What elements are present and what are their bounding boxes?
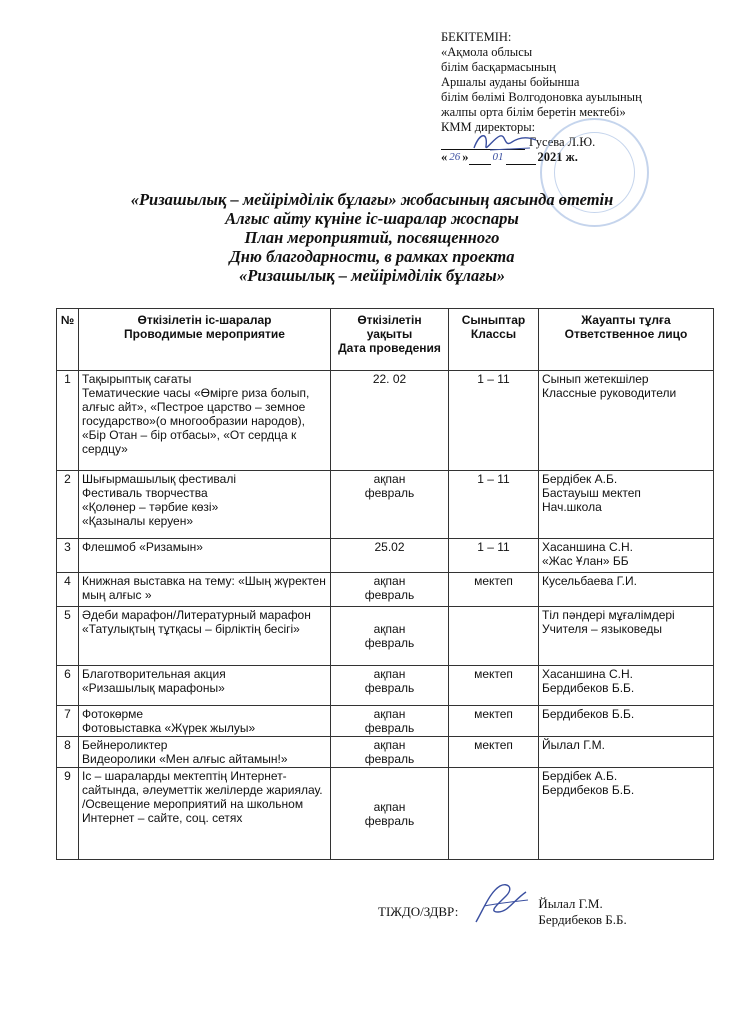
row-event: Книжная выставка на тему: «Шың жүректен мың алғыс » bbox=[79, 573, 331, 607]
date-month: 01 bbox=[492, 151, 504, 163]
row-responsible: Бердібек А.Б. Бердибеков Б.Б. bbox=[539, 768, 714, 860]
table-row bbox=[57, 768, 714, 860]
date-day: 26 bbox=[449, 151, 461, 163]
row-date: ақпан февраль bbox=[331, 706, 449, 737]
row-num: 8 bbox=[57, 737, 79, 768]
header-responsible: Жауапты тұлға Ответственное лицо bbox=[539, 309, 714, 371]
approval-line-6: КММ директоры: bbox=[441, 120, 536, 134]
document-title bbox=[40, 190, 704, 285]
row-event: Тақырыптық сағаты Тематические часы «Өмірге риза болып, алғыс айт», «Пестрое царство – земное государство»(о многообразии народов), «Бір Отан – бір отбасы», «От сердца к сердцу» bbox=[79, 371, 331, 471]
title-line-4: Дню благодарности, в рамках проекта bbox=[229, 247, 515, 266]
row-classes: мектеп bbox=[449, 737, 539, 768]
row-responsible: Бердібек А.Б. Бастауыш мектеп Нач.школа bbox=[539, 471, 714, 539]
approval-line-2: білім басқармасының bbox=[441, 60, 556, 74]
row-classes: мектеп bbox=[449, 706, 539, 737]
table-header-row bbox=[57, 309, 714, 371]
table-row bbox=[57, 666, 714, 706]
title-line-1: «Ризашылық – мейірімділік бұлағы» жобасының аясында өтетін bbox=[130, 190, 614, 209]
title-line-2: Алғыс айту күніне іс-шаралар жоспары bbox=[225, 209, 519, 228]
row-responsible: Бердибеков Б.Б. bbox=[539, 706, 714, 737]
row-classes: 1 – 11 bbox=[449, 471, 539, 539]
header-event: Өткізілетін іс-шаралар Проводимые мероприятие bbox=[79, 309, 331, 371]
row-event: Фотокөрме Фотовыставка «Жүрек жылуы» bbox=[79, 706, 331, 737]
row-classes bbox=[449, 768, 539, 860]
title-line-3: План мероприятий, посвященного bbox=[244, 228, 500, 247]
row-event: Благотворительная акция «Ризашылық марафоны» bbox=[79, 666, 331, 706]
row-date: ақпан февраль bbox=[331, 768, 449, 860]
table-row bbox=[57, 539, 714, 573]
row-event: Іс – шараларды мектептің Интернет-сайтында, әлеуметтік желілерде жариялау. /Освещение мероприятий на школьном Интернет – сайте, соц. сетях bbox=[79, 768, 331, 860]
row-event: Әдеби марафон/Литературный марафон «Татулықтың тұтқасы – бірліктің бесігі» bbox=[79, 607, 331, 666]
row-num: 9 bbox=[57, 768, 79, 860]
row-responsible: Кусельбаева Г.И. bbox=[539, 573, 714, 607]
row-date: ақпан февраль bbox=[331, 607, 449, 666]
row-classes: 1 – 11 bbox=[449, 371, 539, 471]
row-num: 3 bbox=[57, 539, 79, 573]
footer-name-2: Бердибеков Б.Б. bbox=[538, 912, 627, 927]
row-num: 4 bbox=[57, 573, 79, 607]
row-event: Флешмоб «Ризамын» bbox=[79, 539, 331, 573]
row-responsible: Йылал Г.М. bbox=[539, 737, 714, 768]
director-name: Гусева Л.Ю. bbox=[529, 135, 596, 149]
title-line-5: «Ризашылық – мейірімділік бұлағы» bbox=[239, 266, 505, 285]
table-row bbox=[57, 371, 714, 471]
row-num: 2 bbox=[57, 471, 79, 539]
row-date: ақпан февраль bbox=[331, 737, 449, 768]
footer-signature-icon bbox=[470, 878, 532, 930]
row-responsible: Хасаншина С.Н. Бердибеков Б.Б. bbox=[539, 666, 714, 706]
header-date: Өткізілетін уақыты Дата проведения bbox=[331, 309, 449, 371]
row-responsible: Сынып жетекшілер Классные руководители bbox=[539, 371, 714, 471]
row-date: 25.02 bbox=[331, 539, 449, 573]
row-num: 5 bbox=[57, 607, 79, 666]
approval-heading: БЕКІТЕМІН: bbox=[441, 30, 512, 44]
approval-line-3: Аршалы ауданы бойынша bbox=[441, 75, 580, 89]
approval-line-1: «Ақмола облысы bbox=[441, 45, 533, 59]
row-responsible: Хасаншина С.Н. «Жас Ұлан» ББ bbox=[539, 539, 714, 573]
row-date: ақпан февраль bbox=[331, 573, 449, 607]
header-classes: Сыныптар Классы bbox=[449, 309, 539, 371]
date-year: 2021 ж. bbox=[537, 150, 578, 164]
row-classes: 1 – 11 bbox=[449, 539, 539, 573]
row-num: 6 bbox=[57, 666, 79, 706]
row-event: Бейнероликтер Видеоролики «Мен алғыс айтамын!» bbox=[79, 737, 331, 768]
row-responsible: Тіл пәндері мұғалімдері Учителя – языковеды bbox=[539, 607, 714, 666]
row-date: ақпан февраль bbox=[331, 666, 449, 706]
row-event: Шығырмашылық фестивалі Фестиваль творчества «Қолөнер – тәрбие көзі» «Қазыналы керуен» bbox=[79, 471, 331, 539]
row-classes bbox=[449, 607, 539, 666]
table-row bbox=[57, 737, 714, 768]
row-date: 22. 02 bbox=[331, 371, 449, 471]
approval-date: « 26 » 01 2021 ж. bbox=[441, 150, 578, 164]
table-row bbox=[57, 706, 714, 737]
row-num: 1 bbox=[57, 371, 79, 471]
events-table bbox=[56, 308, 714, 860]
row-classes: мектеп bbox=[449, 573, 539, 607]
approval-line-5: жалпы орта білім беретін мектебі» bbox=[441, 105, 626, 119]
director-signature-icon bbox=[470, 128, 540, 156]
table-row bbox=[57, 573, 714, 607]
table-row bbox=[57, 607, 714, 666]
row-date: ақпан февраль bbox=[331, 471, 449, 539]
approval-line-4: білім бөлімі Волгодоновка ауылының bbox=[441, 90, 642, 104]
header-num: № bbox=[57, 309, 79, 371]
footer-position: ТІЖДО/ЗДВР: bbox=[378, 904, 459, 919]
footer-name-1: Йылал Г.М. bbox=[538, 896, 603, 911]
row-classes: мектеп bbox=[449, 666, 539, 706]
table-row bbox=[57, 471, 714, 539]
row-num: 7 bbox=[57, 706, 79, 737]
